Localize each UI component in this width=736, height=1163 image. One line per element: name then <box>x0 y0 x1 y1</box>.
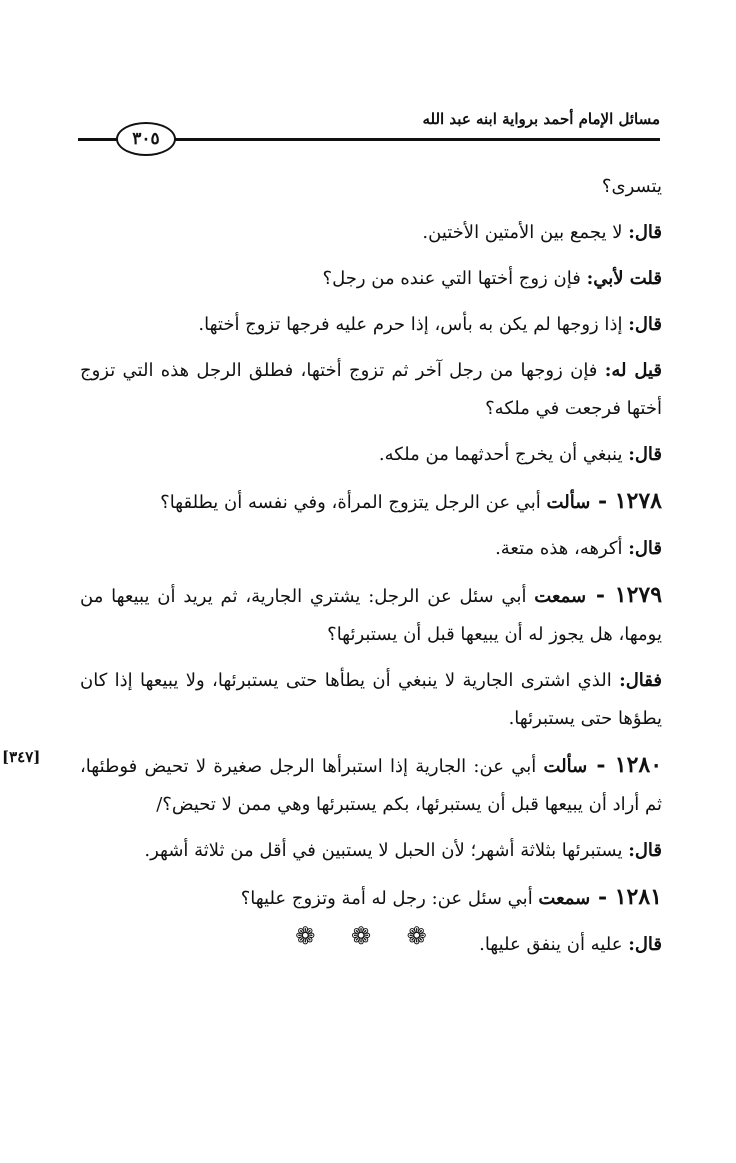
lead-word: قال: <box>628 222 662 243</box>
lead-word: سألت <box>546 492 591 513</box>
paragraph-text: لا يجمع بين الأمتين الأختين. <box>422 222 629 243</box>
paragraph-text: ينبغي أن يخرج أحدثهما من ملكه. <box>378 444 629 465</box>
lead-word: قال: <box>628 840 662 861</box>
paragraph <box>80 168 662 206</box>
paragraph <box>80 306 662 344</box>
lead-word: قال: <box>628 314 662 335</box>
paragraph-text: إذا زوجها لم يكن به بأس، إذا حرم عليه فرجها تزوج أختها. <box>198 314 629 335</box>
page-number: ٣٠٥ <box>116 122 176 156</box>
paragraph-text: أبي سئل عن: رجل له أمة وتزوج عليها؟ <box>240 888 539 909</box>
paragraph-text: فإن زوجها من رجل آخر ثم تزوج أختها، فطلق الرجل هذه التي تزوج أختها فرجعت في ملكه؟ <box>80 360 662 419</box>
issue-number: ١٢٧٨ - <box>590 488 662 514</box>
paragraph <box>80 436 662 474</box>
paragraph-text: يستبرئها بثلاثة أشهر؛ لأن الحبل لا يستبين في أقل من ثلاثة أشهر. <box>144 840 629 861</box>
page-header <box>78 100 660 160</box>
paragraph <box>80 214 662 252</box>
paragraph <box>80 576 662 654</box>
lead-word: قال: <box>628 934 662 955</box>
paragraph-text: أبي عن الرجل يتزوج المرأة، وفي نفسه أن يطلقها؟ <box>160 492 547 513</box>
paragraph-text: أبي سئل عن الرجل: يشتري الجارية، ثم يريد أن يبيعها من يومها، هل يجوز له أن يبيعها قبل أن يستبرئها؟ <box>80 586 662 645</box>
paragraph <box>80 832 662 870</box>
paragraph-text: أبي عن: الجارية إذا استبرأها الرجل صغيرة لا تحيض فوطئها، ثم أراد أن يبيعها قبل أن يستبرئها، بكم يستبرئها وهي ممن لا تحيض؟/ <box>80 756 662 815</box>
paragraph-text: أكرهه، هذه متعة. <box>495 538 629 559</box>
lead-word: قال: <box>628 538 662 559</box>
paragraph-text: الذي اشترى الجارية لا ينبغي أن يطأها حتى يستبرئها، ولا يبيعها إذا كان يطؤها حتى يستبرئها. <box>80 670 662 729</box>
issue-number: ١٢٧٩ - <box>586 582 663 608</box>
paragraph <box>80 260 662 298</box>
lead-word: قال: <box>628 444 662 465</box>
lead-word: فقال: <box>619 670 662 691</box>
paragraph <box>80 352 662 428</box>
paragraph-text: عليه أن ينفق عليها. <box>479 934 629 955</box>
body-text <box>80 168 662 972</box>
issue-number: ١٢٨١ - <box>590 884 662 910</box>
paragraph-text: فإن زوج أختها التي عنده من رجل؟ <box>322 268 587 289</box>
end-ornaments: ❁ ❁ ❁ <box>295 922 441 950</box>
lead-word: سمعت <box>534 586 587 607</box>
paragraph <box>80 878 662 918</box>
lead-word: قيل له: <box>604 360 663 381</box>
paragraph <box>80 746 662 824</box>
paragraph <box>80 482 662 522</box>
paragraph <box>80 530 662 568</box>
paragraph-text: يتسرى؟ <box>601 176 662 197</box>
paragraph <box>80 662 662 738</box>
running-title: مسائل الإمام أحمد برواية ابنه عبد الله <box>422 110 660 128</box>
lead-word: سألت <box>543 756 588 777</box>
margin-reference: [٣٤٧] <box>2 748 41 766</box>
issue-number: ١٢٨٠ - <box>587 752 663 778</box>
lead-word: قلت لأبي: <box>586 268 662 289</box>
lead-word: سمعت <box>538 888 591 909</box>
